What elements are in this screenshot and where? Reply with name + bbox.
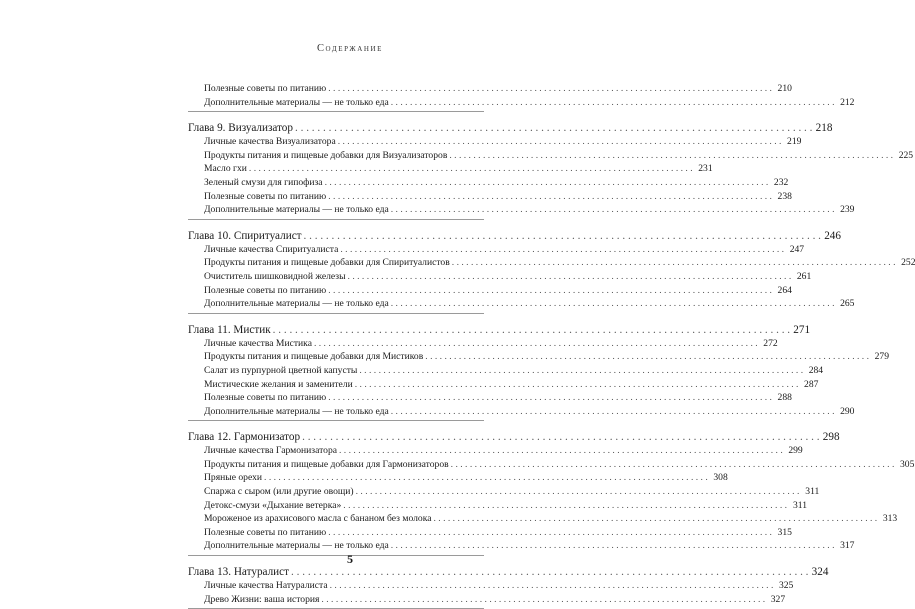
toc-entry-page: 225 (898, 149, 914, 161)
toc-entry (188, 405, 855, 419)
toc-entry (188, 350, 889, 364)
toc-chapter-title: Глава 9. Визуализатор (188, 122, 293, 135)
toc-entry-page: 239 (840, 204, 855, 216)
toc-entry-title: Детокс-смузи «Дыхание ветерка» (204, 499, 342, 511)
toc-entry-page: 279 (874, 351, 889, 363)
toc-entry (188, 471, 728, 485)
toc-entry-page: 325 (778, 580, 794, 592)
toc-group (188, 229, 915, 314)
dot-leader (295, 121, 812, 135)
toc-entry-title: Личные качества Натуралиста (204, 580, 328, 592)
toc-entry-page: 212 (840, 96, 855, 108)
toc-entry-title: Спаржа с сыром (или другие овощи) (204, 486, 354, 498)
toc-entry (188, 270, 812, 284)
dot-leader (302, 430, 819, 444)
toc-entry-title: Полезные советы по питанию (204, 392, 327, 404)
dot-leader (433, 512, 877, 526)
toc-entry-page: 252 (901, 257, 915, 269)
toc-chapter-title: Глава 12. Гармонизатор (188, 431, 301, 444)
toc-entry-title: Дополнительные материалы — не только еда (204, 96, 389, 108)
toc-entry-title: Очиститель шишковидной железы (204, 270, 346, 282)
dot-leader (391, 405, 835, 419)
toc-group (188, 323, 889, 422)
toc-entry-title: Личные качества Мистика (204, 337, 312, 349)
dot-leader (291, 565, 808, 579)
toc-chapter-page: 324 (811, 566, 829, 579)
toc-group (188, 565, 829, 609)
toc-entry (188, 203, 855, 217)
dot-leader (391, 297, 835, 311)
toc-entry-title: Зеленый смузи для гипофиза (204, 176, 323, 188)
toc-entry-page: 231 (698, 163, 713, 175)
toc-entry (188, 458, 915, 472)
toc-entry-page: 311 (792, 499, 808, 511)
toc-chapter-page: 246 (824, 229, 841, 242)
toc-entry-title: Личные качества Спиритуалиста (204, 243, 339, 255)
toc-chapter (188, 121, 833, 135)
dot-leader (425, 350, 869, 364)
toc-entry-page: 265 (840, 298, 855, 310)
toc-entry-title: Дополнительные материалы — не только еда (204, 298, 389, 310)
toc-entry-title: Полезные советы по питанию (204, 284, 327, 296)
toc-entry-page: 261 (796, 270, 812, 282)
toc-entry (188, 499, 808, 513)
toc-entry-page: 315 (777, 526, 792, 538)
toc-entry-page: 219 (787, 136, 802, 148)
toc-entry-page: 305 (899, 458, 915, 470)
dot-leader (328, 526, 772, 540)
dot-leader (451, 458, 895, 472)
toc-chapter (188, 229, 841, 243)
dot-leader (273, 323, 790, 337)
toc-entry (188, 444, 803, 458)
dot-leader (391, 96, 835, 110)
dot-leader (359, 364, 803, 378)
dot-leader (356, 485, 800, 499)
toc-entry-title: Пряные орехи (204, 472, 263, 484)
toc-entry-page: 284 (808, 364, 824, 376)
toc-chapter-page: 298 (822, 431, 840, 444)
toc-entry (188, 485, 820, 499)
toc-entry (188, 96, 855, 110)
toc-entry-page: 299 (788, 445, 803, 457)
toc-entry (188, 256, 915, 270)
dot-leader (339, 444, 783, 458)
toc-chapter-page: 271 (793, 323, 811, 336)
dot-leader (391, 539, 835, 553)
toc-entry-page: 264 (777, 284, 792, 296)
toc-entry-title: Масло гхи (204, 163, 247, 175)
toc-entry-page: 308 (713, 472, 728, 484)
toc-entry-page: 232 (773, 176, 789, 188)
toc-entry (188, 297, 855, 311)
dot-leader (449, 149, 893, 163)
dot-leader (321, 593, 765, 607)
dot-leader (249, 162, 693, 176)
toc-entry-page: 238 (777, 190, 792, 202)
page-number: 5 (347, 552, 353, 566)
toc-entry (188, 512, 898, 526)
toc-entry (188, 190, 792, 204)
dot-leader (391, 203, 835, 217)
toc-entry-title: Продукты питания и пищевые добавки для Мистиков (204, 351, 424, 363)
toc-entry (188, 162, 713, 176)
toc-group (188, 430, 915, 556)
running-header: Содержание (316, 43, 384, 54)
toc-entry (188, 135, 802, 149)
toc-entry-page: 287 (804, 378, 819, 390)
dot-leader (264, 471, 708, 485)
toc-entry (188, 391, 792, 405)
dot-leader (328, 391, 772, 405)
dot-leader (348, 270, 792, 284)
toc-group (188, 82, 855, 112)
toc-entry (188, 539, 855, 553)
dot-leader (452, 256, 896, 270)
dot-leader (314, 337, 758, 351)
toc-entry-title: Полезные советы по питанию (204, 83, 327, 94)
toc-entry (188, 593, 786, 607)
toc-entry-title: Продукты питания и пищевые добавки для Визуализаторов (204, 149, 448, 161)
toc-entry-title: Полезные советы по питанию (204, 526, 327, 538)
dot-leader (325, 176, 769, 190)
toc-chapter-page: 218 (815, 122, 833, 135)
toc-entry-page: 313 (882, 513, 898, 525)
toc-entry-title: Дополнительные материалы — не только еда (204, 204, 389, 216)
toc-entry (188, 337, 778, 351)
toc-entry-page: 290 (840, 405, 855, 417)
toc-chapter (188, 565, 829, 579)
toc-entry-title: Личные качества Гармонизатора (204, 445, 337, 457)
dot-leader (355, 378, 799, 392)
dot-leader (338, 135, 782, 149)
toc-entry-title: Древо Жизни: ваша история (204, 593, 320, 605)
dot-leader (328, 82, 772, 96)
toc-entry (188, 243, 805, 257)
dot-leader (340, 243, 784, 257)
toc-entry-title: Салат из пурпурной цветной капусты (204, 364, 358, 376)
dot-leader (343, 499, 787, 513)
toc-entry-page: 327 (770, 593, 786, 605)
toc-entry-page: 247 (789, 243, 805, 255)
toc-entry (188, 579, 794, 593)
toc-entry-title: Мистические желания и заменители (204, 378, 353, 390)
table-of-contents (188, 82, 915, 609)
toc-entry-page: 272 (763, 337, 778, 349)
toc-chapter (188, 323, 811, 337)
toc-entry-page: 317 (840, 540, 855, 552)
toc-entry (188, 284, 792, 298)
toc-entry-page: 210 (777, 83, 792, 94)
toc-entry (188, 149, 914, 163)
toc-entry-page: 288 (777, 392, 792, 404)
toc-entry (188, 82, 792, 96)
toc-entry (188, 526, 792, 540)
toc-chapter-title: Глава 10. Спиритуалист (188, 229, 302, 242)
dot-leader (328, 190, 772, 204)
dot-leader (330, 579, 774, 593)
toc-group (188, 121, 914, 220)
toc-chapter-title: Глава 13. Натуралист (188, 566, 290, 579)
toc-entry (188, 176, 789, 190)
toc-entry (188, 364, 824, 378)
toc-entry-title: Мороженое из арахисового масла с бананом без молока (204, 513, 432, 525)
toc-entry-title: Полезные советы по питанию (204, 190, 327, 202)
dot-leader (304, 229, 821, 243)
toc-entry (188, 378, 819, 392)
toc-entry-title: Продукты питания и пищевые добавки для Спиритуалистов (204, 257, 450, 269)
toc-entry-title: Дополнительные материалы — не только еда (204, 405, 389, 417)
toc-chapter (188, 430, 840, 444)
toc-entry-title: Личные качества Визуализатора (204, 136, 336, 148)
toc-entry-title: Дополнительные материалы — не только еда (204, 540, 389, 552)
toc-entry-title: Продукты питания и пищевые добавки для Гармонизаторов (204, 458, 449, 470)
toc-chapter-title: Глава 11. Мистик (188, 323, 271, 336)
dot-leader (328, 284, 772, 298)
toc-entry-page: 311 (805, 486, 820, 498)
